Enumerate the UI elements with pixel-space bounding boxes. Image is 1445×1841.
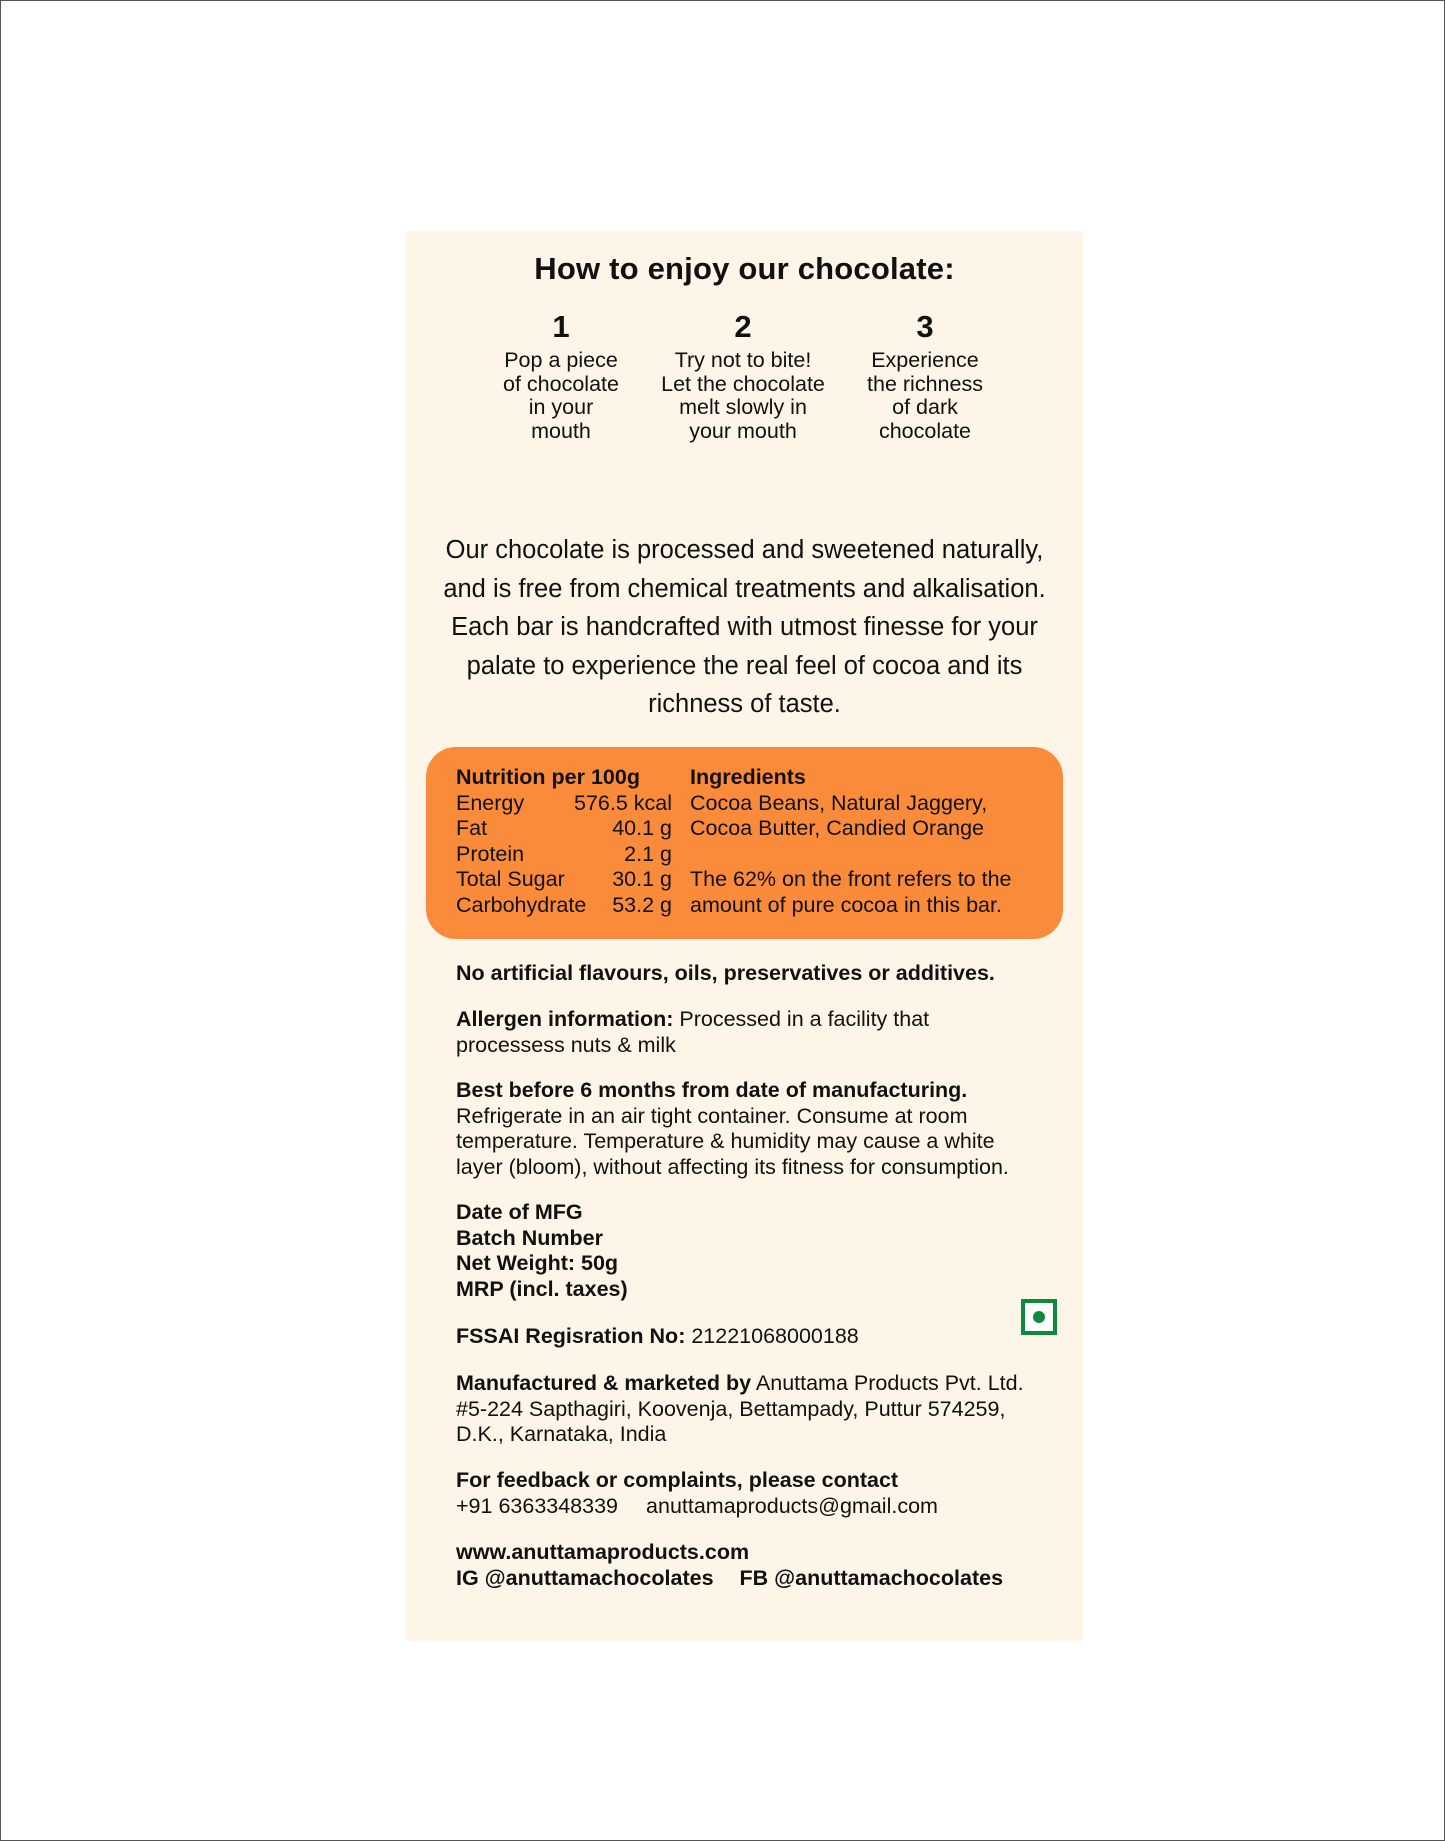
step-text: Try not to bite! Let the chocolate melt slowly in your mouth — [661, 348, 825, 443]
batch-number: Batch Number — [456, 1225, 603, 1250]
fssai-label: FSSAI Regisration No: — [456, 1324, 686, 1348]
product-info — [456, 1200, 1056, 1302]
step-text: Experience the richness of dark chocolate — [867, 348, 983, 443]
nutrient-value: 576.5 kcal — [573, 790, 672, 815]
step-2 — [653, 309, 833, 443]
contact-email: anuttamaproducts@gmail.com — [646, 1493, 938, 1518]
instagram-handle: IG @anuttamachocolates — [456, 1565, 714, 1590]
manufacturer-label: Manufactured & marketed by — [456, 1371, 752, 1395]
best-before-heading: Best before 6 months from date of manufacturing. — [456, 1078, 968, 1102]
web-info — [456, 1540, 1056, 1591]
spacer — [690, 842, 1050, 868]
facebook-handle: FB @anuttamachocolates — [739, 1565, 1004, 1590]
nutrient-label: Total Sugar — [456, 867, 565, 891]
fssai-info — [456, 1324, 1056, 1350]
nutrition-row — [456, 867, 672, 893]
nutrition-panel — [426, 747, 1063, 939]
ingredients-line: Cocoa Beans, Natural Jaggery, — [690, 790, 988, 815]
step-number: 2 — [734, 309, 752, 344]
storage-text: Refrigerate in an air tight container. Consume at room — [456, 1103, 968, 1128]
best-before-info — [456, 1078, 1056, 1180]
contact-phone: +91 6363348339 — [456, 1493, 619, 1518]
ingredients-block — [690, 765, 1050, 918]
label-panel — [406, 231, 1083, 1641]
page-title: How to enjoy our chocolate: — [534, 251, 955, 286]
address-line: D.K., Karnataka, India — [456, 1422, 667, 1446]
nutrient-label: Protein — [456, 841, 525, 866]
step-number: 3 — [916, 309, 934, 344]
nutrient-value: 30.1 g — [612, 867, 672, 891]
nutrition-row — [456, 816, 672, 842]
cocoa-note-line: amount of pure cocoa in this bar. — [690, 892, 1002, 917]
nutrient-value: 2.1 g — [624, 841, 672, 866]
ingredients-line: Cocoa Butter, Candied Orange — [690, 816, 985, 840]
nutrition-heading: Nutrition per 100g — [456, 765, 640, 789]
website-url: www.anuttamaproducts.com — [456, 1540, 750, 1564]
step-1 — [471, 309, 651, 443]
net-weight: Net Weight: 50g — [456, 1251, 619, 1275]
intro-paragraph: Our chocolate is processed and sweetened naturally, and is free from chemical treatments and alkalisation. Each bar is handcrafted with utmost finesse for your palate to experience the real feel of cocoa and its richness of taste. — [443, 536, 1046, 718]
ingredients-heading: Ingredients — [690, 765, 806, 789]
step-number: 1 — [552, 309, 570, 344]
mrp: MRP (incl. taxes) — [456, 1276, 628, 1301]
cocoa-note-line: The 62% on the front refers to the — [690, 867, 1012, 891]
nutrient-value: 40.1 g — [612, 816, 672, 840]
allergen-text: Processed in a facility that — [673, 1007, 930, 1031]
feedback-info — [456, 1468, 1056, 1519]
nutrition-row — [456, 842, 672, 868]
allergen-text: processess nuts & milk — [456, 1032, 676, 1057]
fssai-number: 21221068000188 — [685, 1324, 859, 1348]
step-3 — [835, 309, 1015, 443]
nutrient-label: Energy — [456, 790, 525, 815]
address-line: #5-224 Sapthagiri, Koovenja, Bettampady, Puttur 574259, — [456, 1396, 1006, 1421]
nutrient-label: Fat — [456, 816, 488, 840]
feedback-heading: For feedback or complaints, please contact — [456, 1468, 899, 1492]
allergen-info — [456, 1007, 1056, 1058]
veg-dot — [1033, 1311, 1045, 1323]
nutrition-row — [456, 893, 672, 919]
nutrient-label: Carbohydrate — [456, 892, 587, 917]
storage-text: layer (bloom), without affecting its fitness for consumption. — [456, 1154, 1009, 1179]
nutrient-value: 53.2 g — [612, 892, 672, 917]
allergen-label: Allergen information: — [456, 1007, 674, 1031]
manufacturer-info — [456, 1371, 1056, 1448]
date-of-mfg: Date of MFG — [456, 1200, 583, 1224]
storage-text: temperature. Temperature & humidity may cause a white — [456, 1129, 995, 1153]
nutrition-table — [456, 765, 672, 918]
nutrition-row — [456, 791, 672, 817]
manufacturer-name: Anuttama Products Pvt. Ltd. — [751, 1371, 1024, 1395]
no-artificial-statement: No artificial flavours, oils, preservatives or additives. — [456, 961, 995, 985]
step-text: Pop a piece of chocolate in your mouth — [503, 348, 619, 443]
